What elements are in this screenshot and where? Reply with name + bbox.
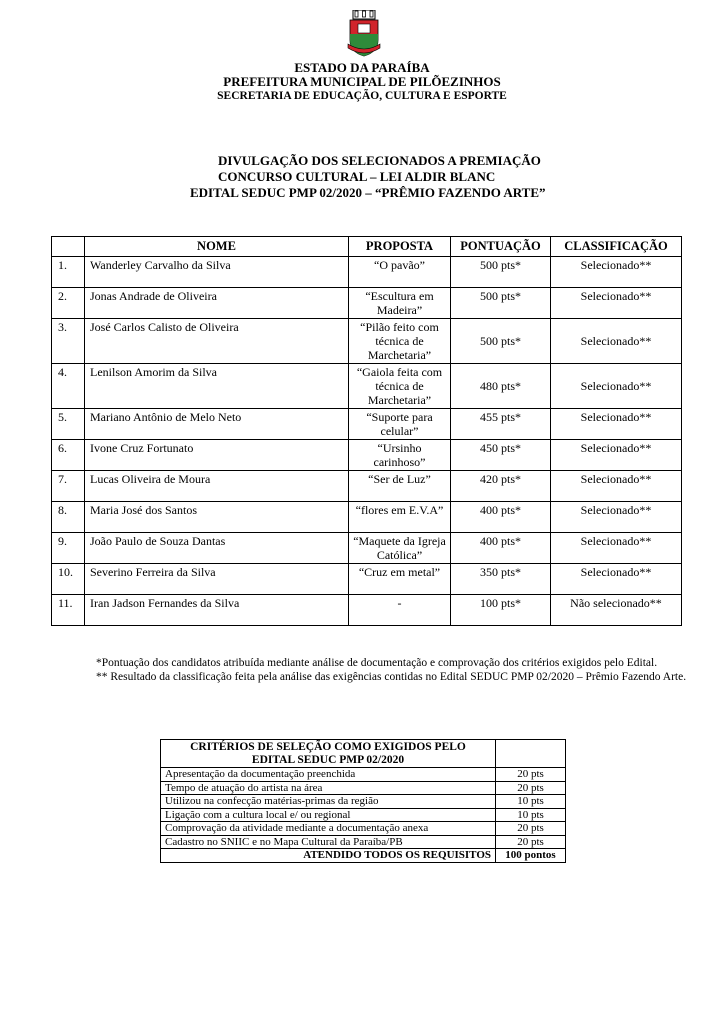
- row-pontuacao: 500 pts*: [451, 288, 551, 319]
- row-classificacao: Selecionado**: [551, 409, 682, 440]
- row-num: 8.: [52, 502, 85, 533]
- secretariat-name: SECRETARIA DE EDUCAÇÃO, CULTURA E ESPORTE: [217, 90, 507, 102]
- row-nome: Mariano Antônio de Melo Neto: [85, 409, 349, 440]
- title-line-2: CONCURSO CULTURAL – LEI ALDIR BLANC: [218, 169, 496, 184]
- criteria-value: 10 pts: [496, 808, 566, 822]
- criteria-value: 20 pts: [496, 781, 566, 795]
- footnote-score: *Pontuação dos candidatos atribuída mediante análise de documentação e comprovação dos critérios exigidos pelo Edital.: [96, 657, 658, 669]
- table-row: [52, 533, 682, 564]
- criteria-row: [161, 822, 566, 836]
- row-num: 4.: [52, 364, 85, 409]
- criteria-title-empty: [496, 740, 566, 768]
- row-num: 1.: [52, 257, 85, 288]
- row-num: 10.: [52, 564, 85, 595]
- criteria-label: Tempo de atuação do artista na área: [161, 781, 496, 795]
- footnotes: [96, 656, 696, 684]
- criteria-value: 20 pts: [496, 835, 566, 849]
- table-row: [52, 319, 682, 364]
- criteria-label: Utilizou na confecção matérias-primas da região: [161, 795, 496, 809]
- row-nome: Ivone Cruz Fortunato: [85, 440, 349, 471]
- row-classificacao: Selecionado**: [551, 502, 682, 533]
- table-row: [52, 595, 682, 626]
- table-row: [52, 440, 682, 471]
- row-nome: José Carlos Calisto de Oliveira: [85, 319, 349, 364]
- criteria-title-line-1: CRITÉRIOS DE SELEÇÃO COMO EXIGIDOS PELO: [190, 741, 466, 753]
- table-header-row: [52, 237, 682, 257]
- row-pontuacao: 455 pts*: [451, 409, 551, 440]
- criteria-label: Apresentação da documentação preenchida: [161, 768, 496, 782]
- row-proposta: “Maquete da Igreja Católica”: [349, 533, 451, 564]
- row-proposta: “flores em E.V.A”: [349, 502, 451, 533]
- table-row: [52, 257, 682, 288]
- criteria-row: [161, 808, 566, 822]
- title-line-3: EDITAL SEDUC PMP 02/2020 – “PRÊMIO FAZENDO ARTE”: [190, 185, 546, 200]
- row-classificacao: Selecionado**: [551, 364, 682, 409]
- row-classificacao: Selecionado**: [551, 440, 682, 471]
- table-row: [52, 564, 682, 595]
- row-pontuacao: 350 pts*: [451, 564, 551, 595]
- row-num: 2.: [52, 288, 85, 319]
- row-nome: Wanderley Carvalho da Silva: [85, 257, 349, 288]
- row-proposta: “Ursinho carinhoso”: [349, 440, 451, 471]
- criteria-row: [161, 795, 566, 809]
- row-nome: Jonas Andrade de Oliveira: [85, 288, 349, 319]
- row-proposta: “Ser de Luz”: [349, 471, 451, 502]
- header-num: [52, 237, 85, 257]
- row-pontuacao: 500 pts*: [451, 319, 551, 364]
- row-nome: Maria José dos Santos: [85, 502, 349, 533]
- row-proposta: -: [349, 595, 451, 626]
- results-table: [51, 236, 682, 626]
- row-classificacao: Selecionado**: [551, 564, 682, 595]
- row-classificacao: Selecionado**: [551, 319, 682, 364]
- row-proposta: “Cruz em metal”: [349, 564, 451, 595]
- criteria-title-line-2: EDITAL SEDUC PMP 02/2020: [251, 753, 405, 766]
- criteria-header-row: [161, 740, 566, 768]
- criteria-row: [161, 835, 566, 849]
- criteria-label: Comprovação da atividade mediante a documentação anexa: [161, 822, 496, 836]
- table-row: [52, 409, 682, 440]
- criteria-row: [161, 768, 566, 782]
- row-num: 5.: [52, 409, 85, 440]
- header-proposta: PROPOSTA: [349, 237, 451, 257]
- row-proposta: “O pavão”: [349, 257, 451, 288]
- state-name: ESTADO DA PARAÍBA: [294, 60, 430, 75]
- row-num: 9.: [52, 533, 85, 564]
- criteria-title: [161, 740, 496, 768]
- city-hall-name: PREFEITURA MUNICIPAL DE PILÕEZINHOS: [223, 74, 501, 89]
- criteria-label: Ligação com a cultura local e/ ou regional: [161, 808, 496, 822]
- row-classificacao: Selecionado**: [551, 257, 682, 288]
- criteria-total-row: [161, 849, 566, 863]
- municipal-crest-logo: [346, 10, 382, 58]
- row-pontuacao: 100 pts*: [451, 595, 551, 626]
- table-row: [52, 364, 682, 409]
- row-classificacao: Selecionado**: [551, 471, 682, 502]
- header-classificacao: CLASSIFICAÇÃO: [551, 237, 682, 257]
- criteria-value: 20 pts: [496, 822, 566, 836]
- row-classificacao: Não selecionado**: [551, 595, 682, 626]
- row-pontuacao: 420 pts*: [451, 471, 551, 502]
- row-num: 6.: [52, 440, 85, 471]
- footnote-classification: ** Resultado da classificação feita pela análise das exigências contidas no Edital SEDUC PMP 02/2020 – Prêmio Fazendo Arte.: [96, 671, 687, 683]
- header-pontuacao: PONTUAÇÃO: [451, 237, 551, 257]
- row-pontuacao: 400 pts*: [451, 502, 551, 533]
- row-nome: Iran Jadson Fernandes da Silva: [85, 595, 349, 626]
- row-proposta: “Suporte para celular”: [349, 409, 451, 440]
- row-num: 7.: [52, 471, 85, 502]
- row-proposta: “Pilão feito com técnica de Marchetaria”: [349, 319, 451, 364]
- row-proposta: “Escultura em Madeira”: [349, 288, 451, 319]
- row-pontuacao: 450 pts*: [451, 440, 551, 471]
- row-nome: Lenilson Amorim da Silva: [85, 364, 349, 409]
- header-nome: NOME: [85, 237, 349, 257]
- table-row: [52, 502, 682, 533]
- criteria-table: [160, 739, 566, 863]
- row-proposta: “Gaiola feita com técnica de Marchetaria”: [349, 364, 451, 409]
- criteria-value: 20 pts: [496, 768, 566, 782]
- table-row: [52, 288, 682, 319]
- row-num: 3.: [52, 319, 85, 364]
- row-classificacao: Selecionado**: [551, 533, 682, 564]
- row-nome: Lucas Oliveira de Moura: [85, 471, 349, 502]
- row-nome: João Paulo de Souza Dantas: [85, 533, 349, 564]
- row-num: 11.: [52, 595, 85, 626]
- row-classificacao: Selecionado**: [551, 288, 682, 319]
- row-pontuacao: 480 pts*: [451, 364, 551, 409]
- criteria-value: 10 pts: [496, 795, 566, 809]
- criteria-row: [161, 781, 566, 795]
- row-pontuacao: 500 pts*: [451, 257, 551, 288]
- criteria-total-label: ATENDIDO TODOS OS REQUISITOS: [161, 849, 496, 863]
- criteria-total-value: 100 pontos: [496, 849, 566, 863]
- title-line-1: DIVULGAÇÃO DOS SELECIONADOS A PREMIAÇÃO: [218, 153, 541, 168]
- row-pontuacao: 400 pts*: [451, 533, 551, 564]
- criteria-label: Cadastro no SNIIC e no Mapa Cultural da Paraíba/PB: [161, 835, 496, 849]
- row-nome: Severino Ferreira da Silva: [85, 564, 349, 595]
- table-row: [52, 471, 682, 502]
